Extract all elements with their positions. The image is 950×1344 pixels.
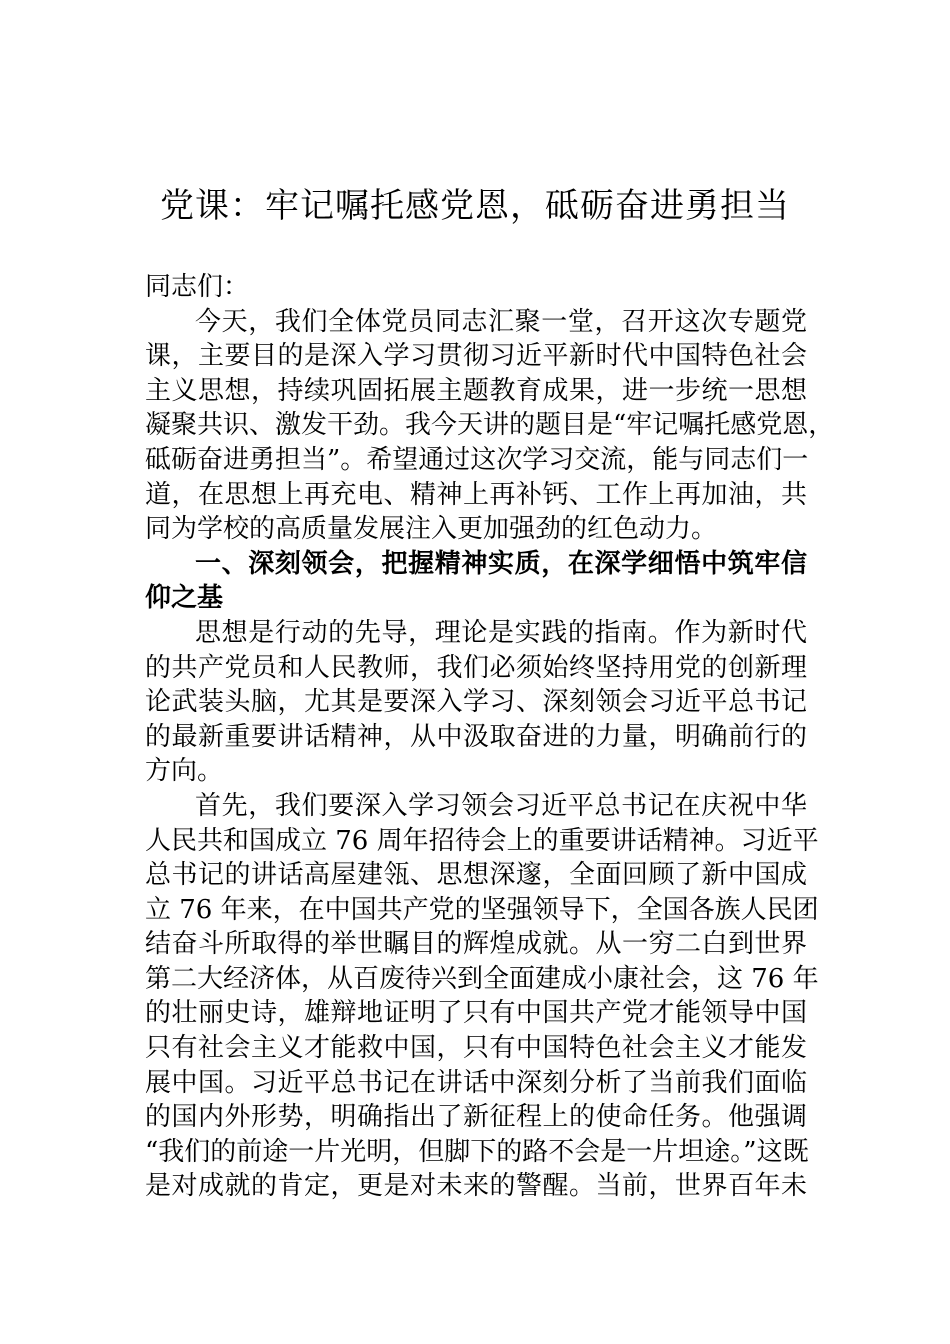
text-line: 方向。 — [145, 756, 224, 787]
text-line: 结奋斗所取得的举世瞩目的辉煌成就。从一穷二白到世界 — [145, 929, 807, 960]
text-line: 思想是行动的先导，理论是实践的指南。作为新时代 — [195, 617, 807, 648]
text-line: 的壮丽史诗，雄辩地证明了只有中国共产党才能领导中国 — [145, 998, 807, 1029]
text-line: 凝聚共识、激发干劲。我今天讲的题目是“牢记嘱托感党恩， — [145, 410, 835, 441]
text-line: 课，主要目的是深入学习贯彻习近平新时代中国特色社会 — [145, 341, 807, 372]
text-line: 同志们： — [145, 272, 250, 302]
text-line: “我们的前途一片光明，但脚下的路不会是一片坦途。”这既 — [145, 1136, 809, 1167]
document-title: 党课：牢记嘱托感党恩，砥砺奋进勇担当 — [160, 186, 790, 226]
text-line: 的国内外形势，明确指出了新征程上的使命任务。他强调 — [145, 1102, 807, 1133]
text-line: 今天，我们全体党员同志汇聚一堂，召开这次专题党 — [195, 306, 807, 337]
text-line: 论武装头脑，尤其是要深入学习、深刻领会习近平总书记 — [145, 687, 807, 718]
section-heading-line: 一、深刻领会，把握精神实质，在深学细悟中筑牢信 — [195, 548, 807, 579]
text-line: 总书记的讲话高屋建瓴、思想深邃，全面回顾了新中国成 — [145, 860, 807, 891]
text-line: 展中国。习近平总书记在讲话中深刻分析了当前我们面临 — [145, 1067, 807, 1098]
text-line: 的最新重要讲话精神，从中汲取奋进的力量，明确前行的 — [145, 721, 807, 752]
text-line: 人民共和国成立 76 周年招待会上的重要讲话精神。习近平 — [145, 825, 819, 856]
document-body — [145, 270, 835, 1204]
text-line: 主义思想，持续巩固拓展主题教育成果，进一步统一思想 — [145, 375, 807, 406]
text-line: 砥砺奋进勇担当”。希望通过这次学习交流，能与同志们一 — [145, 444, 809, 475]
text-line: 是对成就的肯定，更是对未来的警醒。当前，世界百年未 — [145, 1171, 807, 1202]
text-line: 立 76 年来，在中国共产党的坚强领导下，全国各族人民团 — [145, 894, 819, 925]
text-line: 的共产党员和人民教师，我们必须始终坚持用党的创新理 — [145, 652, 807, 683]
text-line: 道，在思想上再充电、精神上再补钙、工作上再加油，共 — [145, 479, 807, 510]
text-line: 同为学校的高质量发展注入更加强劲的红色动力。 — [145, 514, 718, 545]
section-heading-line: 仰之基 — [145, 583, 224, 614]
text-line: 只有社会主义才能救中国，只有中国特色社会主义才能发 — [145, 1033, 807, 1064]
text-line: 首先，我们要深入学习领会习近平总书记在庆祝中华 — [195, 790, 807, 821]
text-line: 第二大经济体，从百废待兴到全面建成小康社会，这 76 年 — [145, 963, 819, 994]
